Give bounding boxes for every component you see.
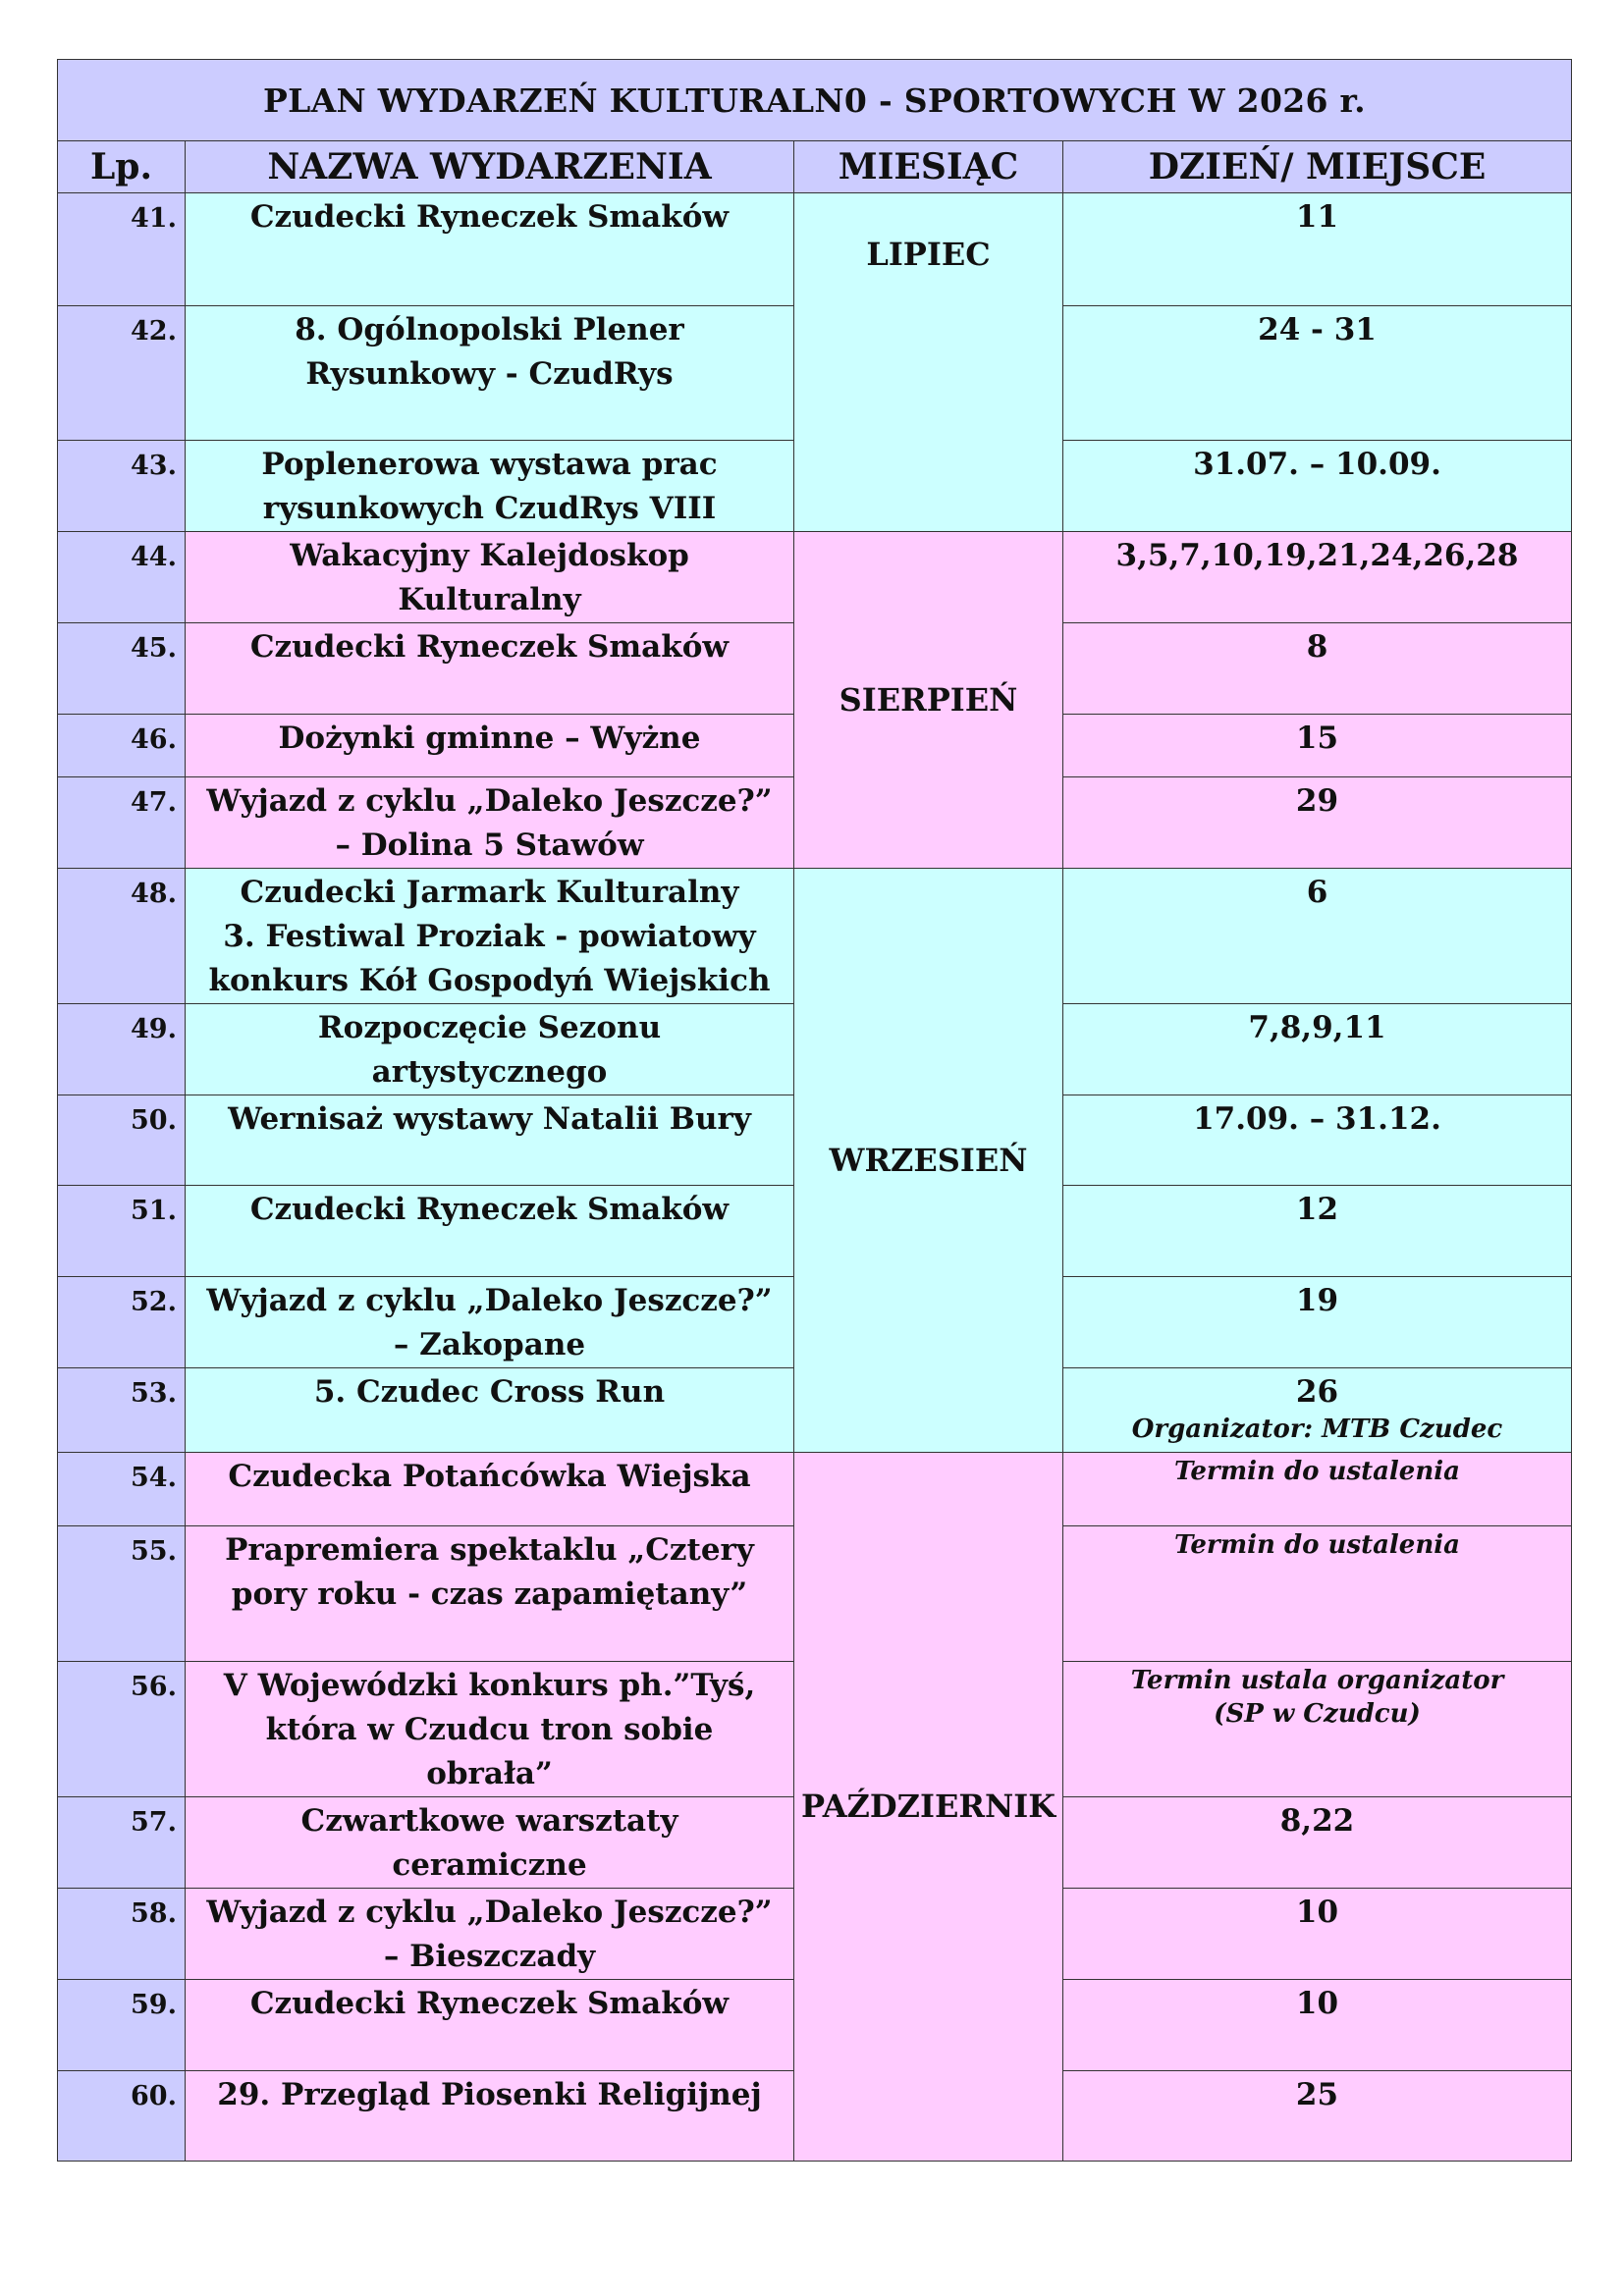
event-name: 29. Przegląd Piosenki Religijnej [186, 2071, 794, 2162]
table-row [58, 1453, 1572, 1526]
table-row [58, 193, 1572, 306]
event-date-place [1063, 441, 1572, 532]
row-number-text: 56. [131, 1672, 177, 1702]
event-date: 24 - 31 [1258, 312, 1377, 347]
row-number [58, 623, 186, 715]
row-number [58, 1980, 186, 2071]
event-date-place [1063, 1980, 1572, 2071]
row-number-text: 49. [131, 1014, 177, 1044]
row-number [58, 441, 186, 532]
event-name: 8. Ogólnopolski Plener Rysunkowy - CzudRys [186, 306, 794, 441]
date-note: Termin ustala organizator (SP w Czudcu) [1130, 1666, 1504, 1729]
row-number [58, 1453, 186, 1526]
event-name: Czudecki Ryneczek Smaków [186, 1980, 794, 2071]
events-plan-table [57, 59, 1572, 2162]
table-title: PLAN WYDARZEŃ KULTURALN0 - SPORTOWYCH W 2026 r. [58, 60, 1572, 141]
event-name: Prapremiera spektaklu „Cztery pory roku - czas zapamiętany” [186, 1526, 794, 1662]
event-name: Czudecki Ryneczek Smaków [186, 193, 794, 306]
event-name: Czudecki Ryneczek Smaków [186, 1186, 794, 1277]
header-month: MIESIĄC [794, 141, 1063, 193]
event-date: 7,8,9,11 [1248, 1010, 1386, 1045]
row-number [58, 1186, 186, 1277]
row-number-text: 45. [131, 633, 177, 664]
event-name: Czwartkowe warsztaty ceramiczne [186, 1797, 794, 1889]
row-number-text: 57. [131, 1807, 177, 1838]
event-date-place [1063, 1526, 1572, 1662]
row-number-text: 43. [131, 451, 177, 481]
organizer-note: Organizator: MTB Czudec [1131, 1415, 1503, 1444]
event-date: 8 [1306, 629, 1328, 665]
row-number-text: 54. [131, 1463, 177, 1493]
event-date: 31.07. – 10.09. [1193, 447, 1441, 482]
header-lp: Lp. [58, 141, 186, 193]
row-number-text: 41. [131, 203, 177, 234]
row-number [58, 715, 186, 777]
event-date: 10 [1295, 1986, 1339, 2021]
event-date: 17.09. – 31.12. [1193, 1101, 1441, 1137]
month-label: WRZESIEŃ [794, 869, 1063, 1453]
event-name: Dożynki gminne – Wyżne [186, 715, 794, 777]
event-date: 12 [1295, 1192, 1339, 1227]
table-row [58, 532, 1572, 623]
event-date-place [1063, 1368, 1572, 1453]
event-date-place [1063, 1662, 1572, 1797]
row-number-text: 48. [131, 879, 177, 909]
event-date: 15 [1295, 721, 1339, 756]
row-number-text: 42. [131, 316, 177, 347]
row-number [58, 532, 186, 623]
event-date-place [1063, 1186, 1572, 1277]
row-number-text: 58. [131, 1898, 177, 1929]
event-date-place [1063, 1004, 1572, 1095]
row-number-text: 55. [131, 1536, 177, 1567]
event-date-place [1063, 306, 1572, 441]
month-label: SIERPIEŃ [794, 532, 1063, 869]
date-note: Termin do ustalenia [1174, 1457, 1460, 1486]
event-name: Wakacyjny Kalejdoskop Kulturalny [186, 532, 794, 623]
row-number [58, 306, 186, 441]
row-number [58, 1889, 186, 1980]
event-date-place [1063, 869, 1572, 1004]
row-number-text: 59. [131, 1990, 177, 2020]
row-number-text: 60. [131, 2081, 177, 2111]
row-number [58, 1662, 186, 1797]
header-date-place: DZIEŃ/ MIEJSCE [1063, 141, 1572, 193]
header-event-name: NAZWA WYDARZENIA [186, 141, 794, 193]
row-number [58, 777, 186, 869]
row-number [58, 1368, 186, 1453]
row-number [58, 869, 186, 1004]
event-date: 3,5,7,10,19,21,24,26,28 [1115, 538, 1519, 573]
event-date-place [1063, 1453, 1572, 1526]
event-date-place [1063, 1889, 1572, 1980]
event-name: Wyjazd z cyklu „Daleko Jeszcze?” – Bieszczady [186, 1889, 794, 1980]
row-number-text: 46. [131, 724, 177, 755]
event-date: 8,22 [1279, 1803, 1355, 1839]
event-date: 11 [1295, 199, 1339, 235]
month-label: LIPIEC [794, 193, 1063, 532]
event-name: Czudecka Potańcówka Wiejska [186, 1453, 794, 1526]
row-number-text: 44. [131, 542, 177, 572]
event-name: Wyjazd z cyklu „Daleko Jeszcze?” – Dolina 5 Stawów [186, 777, 794, 869]
event-date-place [1063, 623, 1572, 715]
title-row [58, 60, 1572, 141]
event-date: 19 [1295, 1283, 1339, 1318]
event-name: 5. Czudec Cross Run [186, 1368, 794, 1453]
event-name: Poplenerowa wystawa prac rysunkowych CzudRys VIII [186, 441, 794, 532]
event-date-place [1063, 1797, 1572, 1889]
event-name: Czudecki Jarmark Kulturalny 3. Festiwal Proziak - powiatowy konkurs Kół Gospodyń Wiejskich [186, 869, 794, 1004]
row-number-text: 47. [131, 787, 177, 818]
event-date: 6 [1306, 875, 1328, 910]
row-number [58, 1095, 186, 1186]
row-number [58, 1277, 186, 1368]
row-number-text: 51. [131, 1196, 177, 1226]
row-number [58, 193, 186, 306]
events-table-body [58, 193, 1572, 2162]
event-name: Wyjazd z cyklu „Daleko Jeszcze?” – Zakopane [186, 1277, 794, 1368]
event-date: 25 [1295, 2077, 1339, 2112]
row-number [58, 2071, 186, 2162]
row-number-text: 50. [131, 1105, 177, 1136]
event-date-place [1063, 777, 1572, 869]
event-name: Rozpoczęcie Sezonu artystycznego [186, 1004, 794, 1095]
event-name: V Wojewódzki konkurs ph.”Tyś, która w Czudcu tron sobie obrała” [186, 1662, 794, 1797]
month-label: PAŹDZIERNIK [794, 1453, 1063, 2162]
date-note: Termin do ustalenia [1174, 1530, 1460, 1560]
row-number [58, 1797, 186, 1889]
table-row [58, 869, 1572, 1004]
event-date-place [1063, 193, 1572, 306]
event-date-place [1063, 2071, 1572, 2162]
row-number-text: 53. [131, 1378, 177, 1409]
event-date: 29 [1295, 783, 1339, 819]
event-name: Wernisaż wystawy Natalii Bury [186, 1095, 794, 1186]
event-date: 26 [1295, 1374, 1339, 1410]
header-row [58, 141, 1572, 193]
event-date-place [1063, 532, 1572, 623]
event-date-place [1063, 1095, 1572, 1186]
row-number [58, 1526, 186, 1662]
row-number [58, 1004, 186, 1095]
event-date: 10 [1295, 1895, 1339, 1930]
row-number-text: 52. [131, 1287, 177, 1317]
event-name: Czudecki Ryneczek Smaków [186, 623, 794, 715]
event-date-place [1063, 715, 1572, 777]
event-date-place [1063, 1277, 1572, 1368]
